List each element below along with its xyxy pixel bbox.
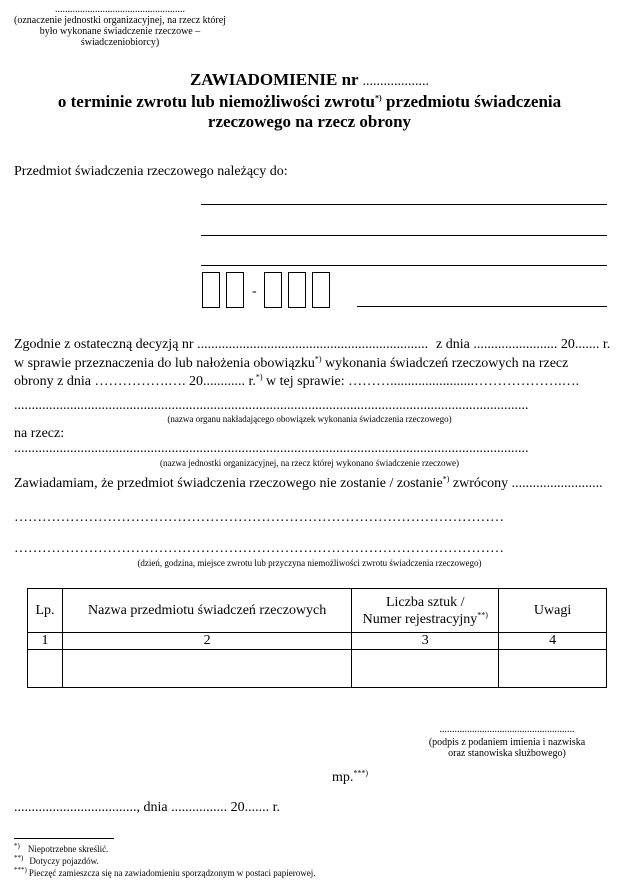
document-title	[0, 70, 619, 132]
signature-note-1: (podpis z podaniem imienia i nazwiska	[428, 737, 586, 748]
notify-sup: *)	[442, 474, 450, 484]
return-note: (dzień, godzina, miejsce zwrotu lub przyczyna niemożliwości zwrotu świadczenia rzeczowego)	[137, 558, 482, 568]
decision-line-3	[14, 374, 579, 390]
owner-line-1[interactable]	[201, 204, 607, 205]
authority-note: (nazwa organu nakładającego obowiązek wykonania świadczenia rzeczowego)	[167, 414, 452, 424]
footnote-2-mark: **)	[14, 854, 24, 862]
footnote-1	[14, 844, 108, 854]
title-line-2-pre: o terminie zwrotu lub niemożliwości zwrotu	[57, 92, 376, 111]
header-lp: Lp.	[28, 589, 63, 633]
footnote-3-text: Pieczęć zamieszcza się na zawiadomieniu sporządzonym w postaci papierowej.	[28, 868, 316, 878]
decision-line-2-sup: *)	[314, 354, 322, 364]
footnote-3-mark: ***)	[14, 866, 27, 874]
header-count-line-2-text: Numer rejestracyjny	[362, 611, 478, 627]
title-line-3: rzeczowego na rzecz obrony	[207, 112, 412, 131]
notify-line	[14, 476, 603, 492]
signature-block	[412, 724, 602, 759]
column-number-3: 3	[352, 633, 499, 650]
org-note-text: (oznaczenie jednostki organizacyjnej, na rzecz której było wykonane świadczenie rzeczowe – świadczeniobiorcy)	[14, 15, 226, 48]
notify-text-a: Zawiadamiam, że przedmiot świadczenia rzeczowego nie zostanie / zostanie	[14, 476, 443, 491]
table-row	[28, 650, 607, 688]
owner-line-2[interactable]	[201, 235, 607, 236]
title-line-2	[0, 92, 619, 112]
postal-box-3[interactable]	[264, 272, 282, 308]
org-note-dots: ....................................................	[55, 4, 185, 15]
signature-dots[interactable]: ......................................................	[439, 724, 575, 735]
decision-line-2	[14, 356, 607, 372]
column-number-4: 4	[499, 633, 607, 650]
notify-text-b: zwrócony ..........................	[449, 476, 603, 491]
title-line-2-post: przedmiotu świadczenia	[381, 92, 562, 111]
decision-line-3-a: obrony z dnia …………….…. 20............ r.	[14, 374, 256, 389]
header-count-line-2	[352, 611, 498, 628]
decision-line-1-a: Zgodnie z ostateczną decyzją nr ..................................................................	[14, 337, 429, 352]
title-number-dots: ...................	[362, 74, 430, 89]
cell-name[interactable]	[62, 650, 351, 688]
recipient-dots[interactable]: ...................................................................................................................................................	[14, 441, 529, 456]
postal-box-4[interactable]	[288, 272, 306, 308]
decision-line-3-sup: *)	[255, 372, 263, 382]
postal-box-1[interactable]	[202, 272, 220, 308]
return-dots-2[interactable]: ……………………………………………………………………………………………	[14, 541, 504, 556]
stamp-text: mp.	[332, 770, 354, 785]
decision-line-2-a: w sprawie przeznaczenia do lub nałożenia obowiązku	[14, 356, 315, 371]
header-count-sup: **)	[477, 609, 488, 619]
footnote-3	[14, 868, 315, 878]
footnote-1-text: Niepotrzebne skreślić.	[27, 844, 109, 854]
header-notes: Uwagi	[499, 589, 607, 633]
title-line-1	[0, 70, 619, 92]
header-count	[352, 589, 499, 633]
footnote-1-mark: *)	[14, 842, 20, 850]
stamp-sup: ***)	[353, 768, 369, 778]
header-count-line-1: Liczba sztuk /	[385, 594, 465, 610]
cell-count[interactable]	[352, 650, 499, 688]
footnote-2	[14, 856, 99, 866]
date-place-line[interactable]: ..................................., dnia ................ 20....... r.	[14, 800, 280, 815]
signature-note-2: oraz stanowiska służbowego)	[448, 748, 566, 759]
postal-box-5[interactable]	[312, 272, 330, 308]
authority-dots[interactable]: ...................................................................................................................................................	[14, 398, 529, 413]
footnote-2-text: Dotyczy pojazdów.	[29, 856, 99, 866]
city-line[interactable]	[357, 306, 607, 307]
na-rzecz-label: na rzecz:	[14, 426, 65, 441]
recipient-note: (nazwa jednostki organizacyjnej, na rzecz której wykonano świadczenie rzeczowe)	[160, 458, 459, 468]
column-number-1: 1	[28, 633, 63, 650]
title-line-1-text: ZAWIADOMIENIE nr	[189, 70, 359, 89]
table-number-row	[28, 633, 607, 650]
owner-line-3[interactable]	[201, 265, 607, 266]
cell-notes[interactable]	[499, 650, 607, 688]
items-table	[27, 588, 607, 688]
postal-dash: -	[252, 284, 257, 299]
postal-box-2[interactable]	[226, 272, 244, 308]
owner-label: Przedmiot świadczenia rzeczowego należący do:	[14, 164, 288, 179]
cell-lp[interactable]	[28, 650, 63, 688]
decision-line-1-b: z dnia ........................ 20....... r.	[436, 337, 611, 352]
title-line-2-sup: *)	[375, 93, 382, 103]
stamp-label	[332, 770, 368, 786]
decision-line-3-b: w tej sprawie: ………........................……………….….	[262, 374, 580, 389]
org-note	[14, 4, 226, 48]
footnote-divider	[14, 838, 114, 839]
table-header-row	[28, 589, 607, 633]
decision-line-2-b: wykonania świadczeń rzeczowych na rzecz	[321, 356, 569, 371]
header-name: Nazwa przedmiotu świadczeń rzeczowych	[62, 589, 351, 633]
column-number-2: 2	[62, 633, 351, 650]
return-dots-1[interactable]: ……………………………………………………………………………………………	[14, 510, 504, 525]
